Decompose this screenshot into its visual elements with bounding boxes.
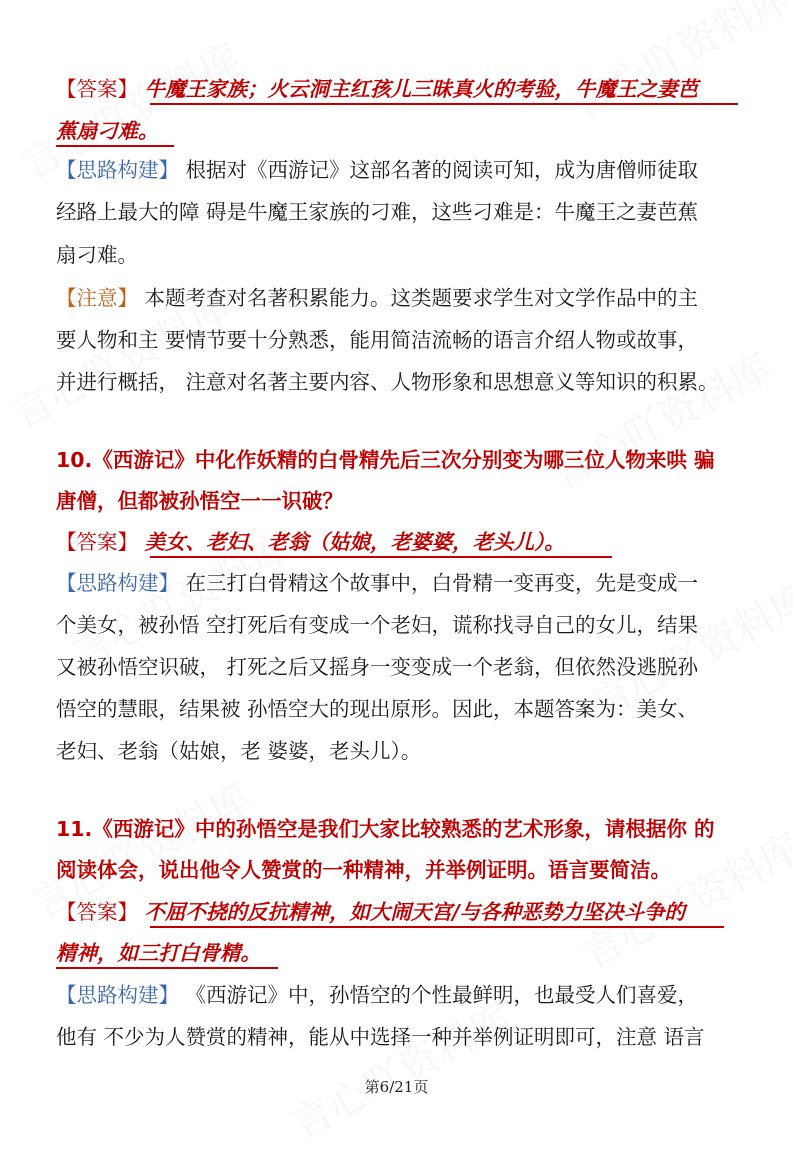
- analysis-line: 又被孙悟空识破， 打死之后又摇身一变变成一个老翁，但依然没逃脱孙: [56, 655, 699, 679]
- analysis-line: [56, 980, 698, 1010]
- answer-label: 【答案】: [56, 530, 138, 554]
- question-11: 阅读体会，说出他令人赞赏的一种精神，并举例证明。语言要简洁。: [56, 858, 671, 882]
- analysis-text: 《西游记》中，孙悟空的个性最鲜明，也最受人们喜爱，: [185, 983, 699, 1007]
- analysis-label: 【思路构建】: [56, 983, 179, 1007]
- answer-text: 蕉扇刁难。: [56, 119, 159, 143]
- answer-underline: [56, 145, 174, 147]
- note-line: 要人物和主 要情节要十分熟悉，能用简洁流畅的语言介绍人物或故事，: [56, 328, 699, 352]
- analysis-text: 在三打白骨精这个故事中，白骨精一变再变，先是变成一: [185, 571, 699, 595]
- answer-text: 牛魔王家族；火云洞主红孩儿三昧真火的考验，牛魔王之妻芭: [144, 77, 699, 101]
- answer-underline: [150, 103, 738, 105]
- answer-label: 【答案】: [56, 900, 138, 924]
- answer-underline: [56, 967, 278, 969]
- answer-line: [56, 938, 261, 968]
- question-10: 唐僧，但都被孙悟空一一识破？: [56, 489, 343, 513]
- analysis-label: 【思路构建】: [56, 571, 179, 595]
- answer-label: 【答案】: [56, 77, 138, 101]
- question-11: 11.《西游记》中的孙悟空是我们大家比较熟悉的艺术形象，请根据你 的: [56, 817, 715, 841]
- analysis-line: 老妇、老翁（姑娘，老 婆婆，老头儿）。: [56, 739, 422, 763]
- analysis-line: 扇刁难。: [56, 243, 138, 267]
- watermark: [561, 0, 793, 130]
- note-line: [56, 283, 698, 313]
- answer-line: [56, 74, 698, 104]
- note-line: 并进行概括， 注意对名著主要内容、人物形象和思想意义等知识的积累。: [56, 370, 719, 394]
- analysis-text: 根据对《西游记》这部名著的阅读可知，成为唐僧师徒取: [185, 158, 699, 182]
- answer-line: [56, 527, 565, 557]
- analysis-line: 悟空的慧眼，结果被 孙悟空大的现出原形。因此，本题答案为：美女、: [56, 697, 699, 721]
- page-number: 第6/21页: [364, 1078, 429, 1096]
- analysis-line: 个美女，被孙悟 空打死后有变成一个老妇，谎称找寻自己的女儿，结果: [56, 613, 699, 637]
- answer-underline: [150, 926, 724, 928]
- note-label: 【注意】: [56, 286, 138, 310]
- answer-text: 精神，如三打白骨精。: [56, 941, 261, 965]
- question-10: 10.《西游记》中化作妖精的白骨精先后三次分别变为哪三位人物来哄 骗: [56, 448, 715, 472]
- analysis-label: 【思路构建】: [56, 158, 179, 182]
- analysis-line: [56, 568, 698, 598]
- analysis-line: 他有 不少为人赞赏的精神，能从中选择一种并举例证明即可，注意 语言: [56, 1025, 705, 1049]
- answer-text: 不屈不挠的反抗精神，如大闹天宫/与各种恶势力坚决斗争的: [144, 900, 686, 924]
- answer-text: 美女、老妇、老翁（姑娘，老婆婆，老头儿）。: [144, 530, 565, 554]
- analysis-line: [56, 155, 698, 185]
- answer-line: [56, 897, 685, 927]
- answer-line: [56, 116, 159, 146]
- watermark: [541, 337, 780, 500]
- watermark: [281, 987, 520, 1150]
- answer-underline: [150, 556, 612, 558]
- analysis-line: 经路上最大的障 碍是牛魔王家族的刁难，这些刁难是：牛魔王之妻芭蕉: [56, 200, 699, 224]
- note-text: 本题考查对名著积累能力。这类题要求学生对文学作品中的主: [144, 286, 699, 310]
